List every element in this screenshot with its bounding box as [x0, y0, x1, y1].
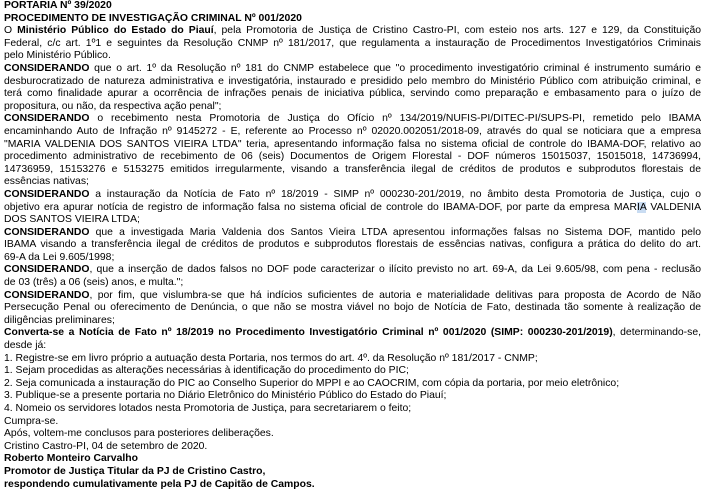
considerando-4-line-3: 69-A da Lei 9.605/1998; — [4, 251, 115, 263]
considerando-3-line-3: DOS SANTOS VIEIRA LTDA; — [4, 214, 140, 226]
list-item: 3. Publique-se a presente portaria no Diário Eletrônico do Ministério Público do Estado do Piauí; — [4, 390, 447, 402]
considerando-2-line-4: procedimento administrativo de recebimento de 06 (seis) Documentos de Origem Florestal - DOF números 15015037, 15015018, 14736994, — [4, 151, 701, 163]
considerando-5-line-1: CONSIDERANDO, que a inserção de dados falsos no DOF pode caracterizar o ilícito previsto no art. 69-A, da Lei 9.605/98, com pena - reclusão — [4, 264, 701, 276]
signer-title-1: Promotor de Justiça Titular da PJ de Cristino Castro, — [4, 465, 266, 477]
considerando-label: CONSIDERANDO — [4, 62, 90, 74]
list-item: 2. Seja comunicada a instauração do PIC ao Conselho Superior do MPPI e ao CAOCRIM, com cópia da portaria, por meio eletrônico; — [4, 377, 620, 389]
portaria-number: PORTARIA Nº 39/2020 — [4, 0, 112, 11]
intro-line-3: pelo Ministério Público. — [4, 50, 111, 62]
list-item: 1. Sejam procedidas as alterações necessárias à identificação do procedimento do PIC; — [4, 365, 409, 377]
institution-name: Ministério Público do Estado do Piauí — [17, 25, 214, 37]
list-item: 1. Registre-se em livro próprio a autuação desta Portaria, nos termos do art. 4º. da Resolução nº 181/2017 - CNMP; — [4, 352, 538, 364]
considerando-1-line-2: desburocratizado de natureza administrativa e investigatória, instaurado e presidido pelo membro do Ministério Público com atribuição criminal, e — [4, 75, 701, 87]
considerando-3-line-1: CONSIDERANDO a instauração da Notícia de Fato nº 18/2019 - SIMP nº 000230-201/2019, no âmbito desta Promotoria de Justiça, cujo o — [4, 188, 701, 200]
considerando-2-line-3: "MARIA VALDENIA DOS SANTOS VIEIRA LTDA" teria, apresentando informação falsa no sistema oficial de controle do IBAMA-DOF, relativo ao — [4, 138, 701, 150]
considerando-6-line-2: Persecução Penal ou oferecimento de Denúncia, o que não se mostra viável no bojo de Notícia de Fato, destinada tão somente à realização de — [4, 302, 701, 314]
considerando-label: CONSIDERANDO — [4, 264, 90, 276]
considerando-2-line-2: encaminhando Auto de Infração nº 9145272 - E, referente ao Processo nº 02020.002051/2018-09, através do qual se noticiara que a empresa — [4, 125, 701, 137]
considerando-5-line-2: de 03 (três) a 06 (seis) anos, e multa."; — [4, 277, 184, 289]
conversion-line-1: Converta-se a Notícia de Fato nº 18/2019 no Procedimento Investigatório Criminal nº 001/2020 (SIMP: 000230-201/2019), determinando-se, — [4, 327, 701, 339]
signer-title-2: respondendo cumulativamente pela PJ de Capitão de Campos. — [4, 478, 315, 490]
considerando-label: CONSIDERANDO — [4, 188, 90, 200]
place-date: Cristino Castro-PI, 04 de setembro de 2020. — [4, 440, 208, 452]
conversion-statement: Converta-se a Notícia de Fato nº 18/2019 no Procedimento Investigatório Criminal nº 001/2020 (SIMP: 000230-201/2019) — [4, 327, 613, 339]
considerando-6-line-3: diligências preliminares; — [4, 314, 115, 326]
intro-line-1: O Ministério Público do Estado do Piauí, pela Promotoria de Justiça de Cristino Castro-PI, com esteio nos arts. 127 e 129, da Constituição — [4, 25, 701, 37]
procedure-title: PROCEDIMENTO DE INVESTIGAÇÃO CRIMINAL Nº 001/2020 — [4, 12, 302, 24]
considerando-2-line-5: 14736959, 15153276 e 5153275 emitidos irregularmente, visando a transferência ilegal de créditos de produtos e subprodutos florestais de — [4, 163, 701, 175]
considerando-1-line-1: CONSIDERANDO que o art. 1º da Resolução nº 181 do CNMP estabelece que "o procedimento investigatório criminal é instrumento sumário e — [4, 62, 701, 74]
considerando-6-line-1: CONSIDERANDO, por fim, que vislumbra-se que há indícios suficientes de autoria e materialidade delitivas para proposta de Acordo de Não — [4, 289, 701, 301]
cumpra-se: Cumpra-se. — [4, 415, 59, 427]
intro-line-2: Federal, c/c art. 1º1 e seguintes da Resolução CNMP nº 181/2017, que regulamenta a instauração de Procedimentos Investigatórios Criminais — [4, 37, 701, 49]
considerando-1-line-4: propositura, ou não, da respectiva ação penal"; — [4, 100, 222, 112]
closing-note: Após, voltem-me conclusos para posteriores deliberações. — [4, 428, 274, 440]
text-selection-highlight[interactable]: IA — [636, 201, 647, 213]
considerando-4-line-2: IBAMA visando a transferência ilegal de créditos de produtos e subprodutos florestais de essências nativas, configura a prática do delito do art. — [4, 239, 701, 251]
conversion-line-2: desde já: — [4, 340, 47, 352]
considerando-3-line-2: objetivo era apurar notícia de registro de informação falsa no sistema oficial de controle do IBAMA-DOF, por parte da empresa MARIA VALDENIA — [4, 201, 701, 213]
signer-name: Roberto Monteiro Carvalho — [4, 453, 138, 465]
list-item: 4. Nomeio os servidores lotados nesta Promotoria de Justiça, para secretariarem o feito; — [4, 403, 412, 414]
considerando-2-line-1: CONSIDERANDO o recebimento nesta Promotoria de Justiça do Ofício nº 134/2019/NUFIS-PI/DITEC-PI/SUPS-PI, remetido pelo IBAMA — [4, 113, 701, 125]
considerando-label: CONSIDERANDO — [4, 226, 90, 238]
considerando-2-line-6: essências nativas; — [4, 176, 89, 188]
considerando-label: CONSIDERANDO — [4, 113, 90, 125]
considerando-4-line-1: CONSIDERANDO que a investigada Maria Valdenia dos Santos Vieira LTDA apresentou informações falsas no Sistema DOF, mantido pelo — [4, 226, 701, 238]
considerando-1-line-3: terá como finalidade apurar a ocorrência de infrações penais de iniciativa pública, servindo como preparação e embasamento para o juízo de — [4, 88, 701, 100]
considerando-label: CONSIDERANDO — [4, 289, 90, 301]
